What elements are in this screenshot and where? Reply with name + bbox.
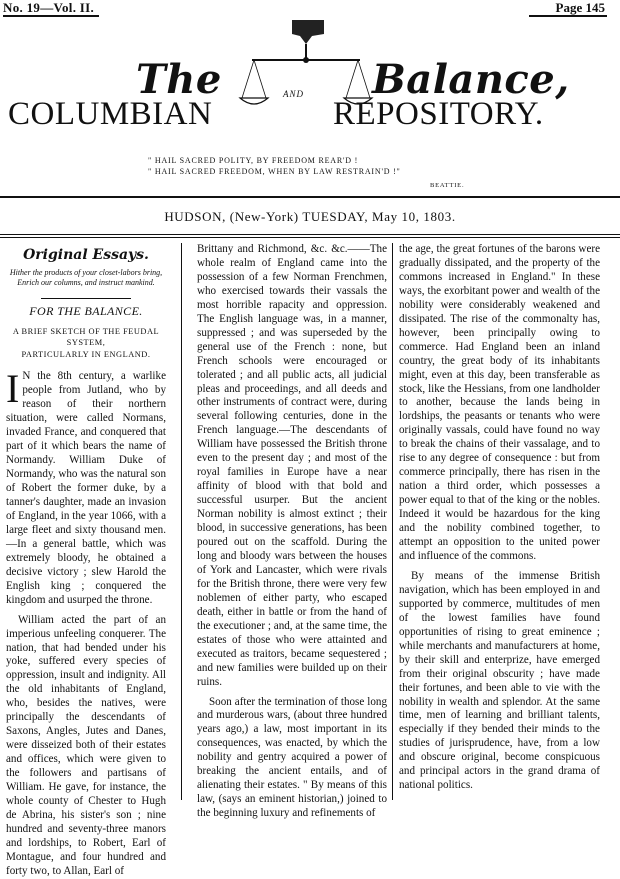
motto-line-1: " HAIL SACRED POLITY, BY FREEDOM REAR'D ! — [148, 156, 359, 165]
section-heading: Original Essays. — [23, 247, 149, 263]
page-number: Page 145 — [555, 0, 605, 15]
title-repository: REPOSITORY. — [333, 96, 544, 132]
motto-line-2: " HAIL SACRED FREEDOM, WHEN BY LAW RESTRAIN'D !" — [148, 167, 401, 176]
title-and: AND — [283, 89, 304, 99]
top-bar — [3, 0, 613, 14]
title-balance: Balance, — [372, 56, 570, 103]
column-divider-1 — [181, 243, 182, 800]
title-columbian: COLUMBIAN — [8, 96, 213, 132]
epigraph-line-2: Enrich our columns, and instruct mankind. — [17, 278, 155, 288]
section-divider — [41, 298, 131, 299]
header-rule-bottom — [0, 234, 620, 235]
for-the-balance-heading: FOR THE BALANCE. — [29, 303, 143, 318]
article-title-line-1: A BRIEF SKETCH OF THE FEUDAL SYSTEM, — [12, 326, 160, 348]
title-the: The — [136, 56, 222, 103]
epigraph-line-1: Hither the products of your closet-labors bring, — [9, 267, 163, 277]
paragraph: the age, the great fortunes of the barons were gradually dissipated, and the property of the commons increased in England." In these ways, the exorbitant power and wealth of the nobility were considerably weakened and dissipated. The rise of the commonalty has, however, been principally owing to commerce. Had England been an inland country, the great body of its inhabitants might, even at this day, been transferable as stock, like the Hessians, from one landholder to another, because the lands being in lordships, the peasants or tenants who were originally vassals, could have found no way to break the chains of their vassalage, and to rise to any degree of consequence : but from commerce principally, there has risen in the nation a third order, which possesses a power equal to that of the king or the nobles. Indeed it would be hazardous for the king and the nobility combined together, to attempt an opposition to the united power and influence of the commons. — [399, 243, 600, 562]
column-2 — [197, 243, 387, 821]
paragraph: Brittany and Richmond, &c. &c.——The whole realm of England came into the possession of a few Norman Frenchmen, who exercised towards their vassals the most horrible rapacity and oppression. The English language was, in a manner, suppressed ; and was superseded by the general use of the French : none, but French schools were encouraged or tolerated ; and all public acts, all judicial pleas and proceedings, and all deeds and other instruments of contract were, during several following centuries, done in the French language.—The descendants of William have possessed the British throne even to the present day ; and most of the royal families in Europe have a near affinity of blood with that bold and successful usurper. But the ancient Norman nobility is almost extinct ; their blood, in successive generations, has been poured out on the scaffold. During the long and bloody wars between the houses of York and Lancaster, which were rivals for the British throne, there were very few noblemen of either party, who escaped death, either in battle or from the hand of the executioner ; and, at the same time, the estates of those who were attainted and executed as traitors, became sequestered ; and new families were builded up on their ruins. — [197, 243, 387, 688]
column-1 — [6, 243, 166, 879]
page-number-underline — [529, 15, 607, 17]
header-rule-bottom-2 — [0, 237, 620, 238]
paragraph: Soon after the termination of those long and murderous wars, (about three hundred years ago,) a law, most important in its consequences, was enacted, by which the nobility and gentry acquired a power of breaking the ancient entails, and of alienating their estates. " By means of this law, (says an eminent historian,) joined to the beginning luxury and refinements of — [197, 695, 387, 820]
paragraph — [6, 366, 166, 607]
motto-author: BEATTIE. — [430, 182, 465, 189]
motto — [148, 155, 401, 177]
paragraph-text: N the 8th century, a warlike people from Jutland, who by reason of their northern situation, were called Normans, invaded France, and conquered that part of it which bears the name of Normandy. William Duke of Normandy, who was the natural son of Robert the former duke, by a tanner's daughter, made an invasion of England, in the year 1066, with a large fleet and sixty thousand men.—In a general battle, which was extremely bloody, he obtained a decisive victory ; slew Harold the English king ; conquered the kingdom and usurped the throne. — [6, 370, 166, 606]
paragraph: By means of the immense British navigation, which has been employed in and supported by commerce, multitudes of men of the lowest families have found opportunities of rising to great eminence ; while merchants and manufacturers at home, by their skill and enterprize, have emerged from their original obscurity ; have made their fortunes, and been able to vie with the nobility in wealth and splendor. At the same time, men of learning and brilliant talents, especially if they bended their minds to the studies of jurisprudence, have, from a low and obscure original, become conspicuous and principal actors in the grand drama of national politics. — [399, 569, 600, 792]
header-rule-top — [0, 196, 620, 198]
drop-cap: I — [6, 366, 20, 412]
issue-underline — [3, 15, 99, 17]
article-title — [6, 326, 166, 361]
issue-number: No. 19—Vol. II. — [3, 0, 95, 15]
epigraph — [6, 268, 166, 289]
paragraph: William acted the part of an imperious unfeeling conquerer. The nation, that had bended under his yoke, suffered every species of oppression, insult and indignity. All the old inhabitants of England, who, besides the natives, were principally the descendants of Saxons, Angles, Jutes and Danes, were disseized both of their estates and offices, which were given to the followers and partisans of William. He gave, for instance, the whole county of Chester to Hugh de Abrina, his sister's son ; nine hundred and seventy-three manors and lordships, to Robert, Earl of Montague, and four hundred and forty two, to Allan, Earl of — [6, 613, 166, 877]
column-divider-2 — [392, 243, 393, 800]
dateline: HUDSON, (New-York) TUESDAY, May 10, 1803. — [164, 209, 456, 224]
article-title-line-2: PARTICULARLY IN ENGLAND. — [21, 349, 151, 359]
column-3 — [399, 243, 600, 793]
